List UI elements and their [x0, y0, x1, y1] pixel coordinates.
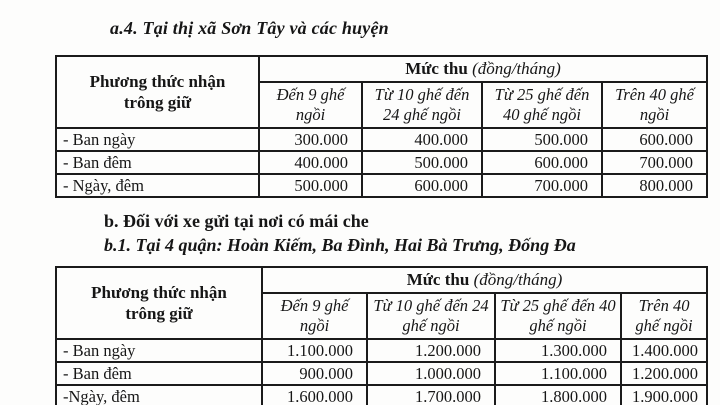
- table-row-day: [56, 128, 707, 151]
- table-row-night: [56, 151, 707, 174]
- fee-group-label: Mức thu: [405, 59, 468, 78]
- row-label: - Ngày, đêm: [56, 174, 259, 197]
- table-row-day-night: [56, 385, 707, 405]
- fee-value: 1.400.000: [621, 339, 707, 362]
- column-header-25-to-40-seats: Từ 25 ghế đến 40 ghế ngồi: [495, 293, 621, 339]
- section-heading-b: b. Đối với xe gửi tại nơi có mái che: [104, 211, 369, 231]
- column-header-10-to-24-seats: Từ 10 ghế đến 24 ghế ngồi: [362, 82, 482, 128]
- table-header-row-group: [56, 56, 707, 82]
- row-label: - Ban đêm: [56, 151, 259, 174]
- row-label: - Ban ngày: [56, 128, 259, 151]
- method-column-header: Phương thức nhận trông giữ: [56, 267, 262, 339]
- fee-value: 1.000.000: [367, 362, 495, 385]
- fee-value: 600.000: [482, 151, 602, 174]
- fee-value: 1.200.000: [621, 362, 707, 385]
- document-page: [0, 18, 720, 405]
- price-table-son-tay: [55, 55, 708, 198]
- fee-value: 500.000: [362, 151, 482, 174]
- fee-value: 600.000: [362, 174, 482, 197]
- fee-value: 1.100.000: [495, 362, 621, 385]
- table-row-day: [56, 339, 707, 362]
- table-row-night: [56, 362, 707, 385]
- column-header-25-to-40-seats: Từ 25 ghế đến 40 ghế ngồi: [482, 82, 602, 128]
- fee-group-header: [262, 267, 707, 293]
- column-header-up-to-9-seats: Đến 9 ghế ngồi: [262, 293, 367, 339]
- fee-value: 700.000: [482, 174, 602, 197]
- row-label: - Ban ngày: [56, 339, 262, 362]
- fee-group-label: Mức thu: [406, 270, 470, 289]
- fee-value: 800.000: [602, 174, 707, 197]
- fee-value: 1.100.000: [262, 339, 367, 362]
- column-header-over-40-seats: Trên 40 ghế ngồi: [621, 293, 707, 339]
- fee-value: 400.000: [259, 151, 362, 174]
- fee-value: 900.000: [262, 362, 367, 385]
- fee-value: 1.600.000: [262, 385, 367, 405]
- fee-value: 1.700.000: [367, 385, 495, 405]
- column-header-10-to-24-seats: Từ 10 ghế đến 24 ghế ngồi: [367, 293, 495, 339]
- column-header-over-40-seats: Trên 40 ghế ngồi: [602, 82, 707, 128]
- table-header-row-group: [56, 267, 707, 293]
- section-heading-a4: a.4. Tại thị xã Sơn Tây và các huyện: [110, 18, 389, 38]
- section-heading-b1: b.1. Tại 4 quận: Hoàn Kiếm, Ba Đình, Hai Bà Trưng, Đống Đa: [104, 235, 576, 255]
- row-label: -Ngày, đêm: [56, 385, 262, 405]
- price-table-4-districts: [55, 266, 708, 405]
- table-row-day-night: [56, 174, 707, 197]
- fee-value: 300.000: [259, 128, 362, 151]
- fee-value: 600.000: [602, 128, 707, 151]
- fee-value: 1.200.000: [367, 339, 495, 362]
- method-column-header: Phương thức nhận trông giữ: [56, 56, 259, 128]
- fee-value: 1.300.000: [495, 339, 621, 362]
- fee-value: 400.000: [362, 128, 482, 151]
- fee-value: 700.000: [602, 151, 707, 174]
- fee-value: 500.000: [259, 174, 362, 197]
- fee-value: 1.900.000: [621, 385, 707, 405]
- row-label: - Ban đêm: [56, 362, 262, 385]
- fee-group-header: [259, 56, 707, 82]
- fee-value: 500.000: [482, 128, 602, 151]
- fee-group-unit: (đồng/tháng): [472, 59, 561, 78]
- fee-group-unit: (đồng/tháng): [473, 270, 563, 289]
- fee-value: 1.800.000: [495, 385, 621, 405]
- column-header-up-to-9-seats: Đến 9 ghế ngồi: [259, 82, 362, 128]
